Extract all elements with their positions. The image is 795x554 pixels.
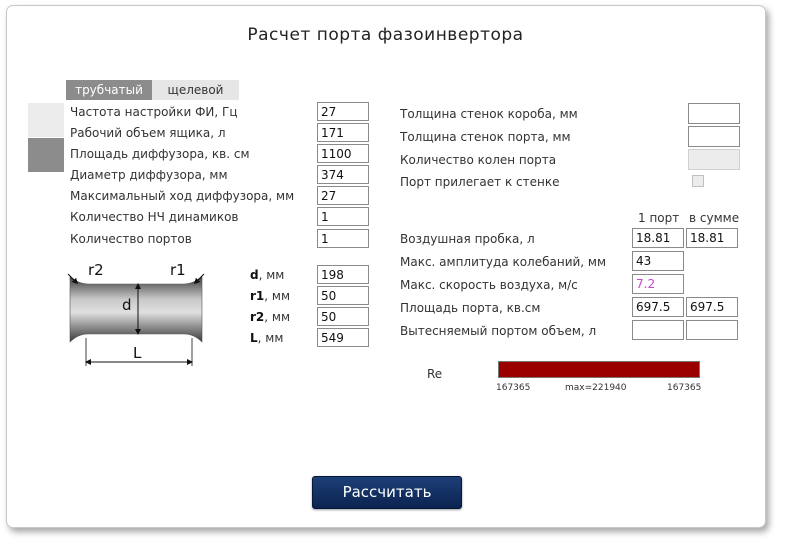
box-volume-input[interactable] <box>317 123 369 142</box>
port-bends-label: Количество колен порта <box>400 153 557 167</box>
dim-L-input[interactable] <box>317 328 369 347</box>
cone-area-input[interactable] <box>317 144 369 163</box>
dim-d-input[interactable] <box>317 265 369 284</box>
dark-swatch <box>28 138 64 172</box>
port-tube-shape <box>70 276 202 342</box>
max-excursion-label: Максимальный ход диффузора, мм <box>70 189 295 203</box>
light-swatch <box>28 103 64 137</box>
port-wall-thickness-label: Толщина стенок порта, мм <box>400 130 571 144</box>
port-count-input[interactable] <box>317 229 369 248</box>
tuning-frequency-input[interactable] <box>317 102 369 121</box>
max-excursion-input[interactable] <box>317 186 369 205</box>
cone-area-label: Площадь диффузора, кв. см <box>70 147 250 161</box>
max-amplitude-label: Макс. амплитуда колебаний, мм <box>400 255 607 269</box>
port-count-label: Количество портов <box>70 232 192 246</box>
re-bar <box>498 361 700 378</box>
port-near-wall-label: Порт прилегает к стенке <box>400 175 560 189</box>
max-amplitude-value[interactable] <box>632 251 684 271</box>
displaced-volume-label: Вытесняемый портом объем, л <box>400 324 597 338</box>
box-volume-label: Рабочий объем ящика, л <box>70 126 226 140</box>
dim-r2-label: r2, мм <box>250 310 291 324</box>
max-air-speed-value[interactable] <box>632 274 684 294</box>
port-area-port-value[interactable] <box>632 297 684 317</box>
displaced-volume-port-value[interactable] <box>632 320 684 340</box>
max-air-speed-label: Макс. скорость воздуха, м/с <box>400 278 578 292</box>
dim-d-label: d, мм <box>250 268 285 282</box>
tab-tubular[interactable]: трубчатый <box>66 80 152 100</box>
air-plug-total-value[interactable] <box>686 228 738 248</box>
driver-count-label: Количество НЧ динамиков <box>70 210 239 224</box>
diagram-label-r1: r1 <box>170 261 186 279</box>
driver-count-input[interactable] <box>317 207 369 226</box>
port-near-wall-checkbox[interactable] <box>692 175 704 187</box>
cone-diameter-label: Диаметр диффузора, мм <box>70 168 228 182</box>
dim-L-label: L, мм <box>250 331 284 345</box>
re-label: Re <box>427 367 443 381</box>
re-left-value: 167365 <box>496 383 531 393</box>
port-bends-input[interactable] <box>688 149 740 170</box>
cone-diameter-input[interactable] <box>317 165 369 184</box>
air-plug-port-value[interactable] <box>632 228 684 248</box>
calculate-button[interactable]: Рассчитать <box>312 476 462 509</box>
diagram-label-d: d <box>122 296 132 314</box>
page-title: Расчет порта фазоинвертора <box>247 25 524 45</box>
dim-r1-label: r1, мм <box>250 289 291 303</box>
re-right-value: 167365 <box>667 383 702 393</box>
box-wall-thickness-label: Толщина стенок короба, мм <box>400 107 578 121</box>
port-wall-thickness-input[interactable] <box>688 126 740 147</box>
air-plug-label: Воздушная пробка, л <box>400 232 535 246</box>
displaced-volume-total-value[interactable] <box>686 320 738 340</box>
dim-r1-input[interactable] <box>317 286 369 305</box>
tuning-frequency-label: Частота настройки ФИ, Гц <box>70 105 238 119</box>
diagram-label-r2: r2 <box>88 261 104 279</box>
col-header-total: в сумме <box>689 211 740 225</box>
diagram-label-L: L <box>133 344 142 362</box>
port-area-total-value[interactable] <box>686 297 738 317</box>
tab-slot[interactable]: щелевой <box>152 80 239 100</box>
col-header-port: 1 порт <box>638 211 680 225</box>
box-wall-thickness-input[interactable] <box>688 103 740 124</box>
re-max-value: max=221940 <box>565 383 627 393</box>
port-area-label: Площадь порта, кв.см <box>400 301 541 315</box>
dim-r2-input[interactable] <box>317 307 369 326</box>
